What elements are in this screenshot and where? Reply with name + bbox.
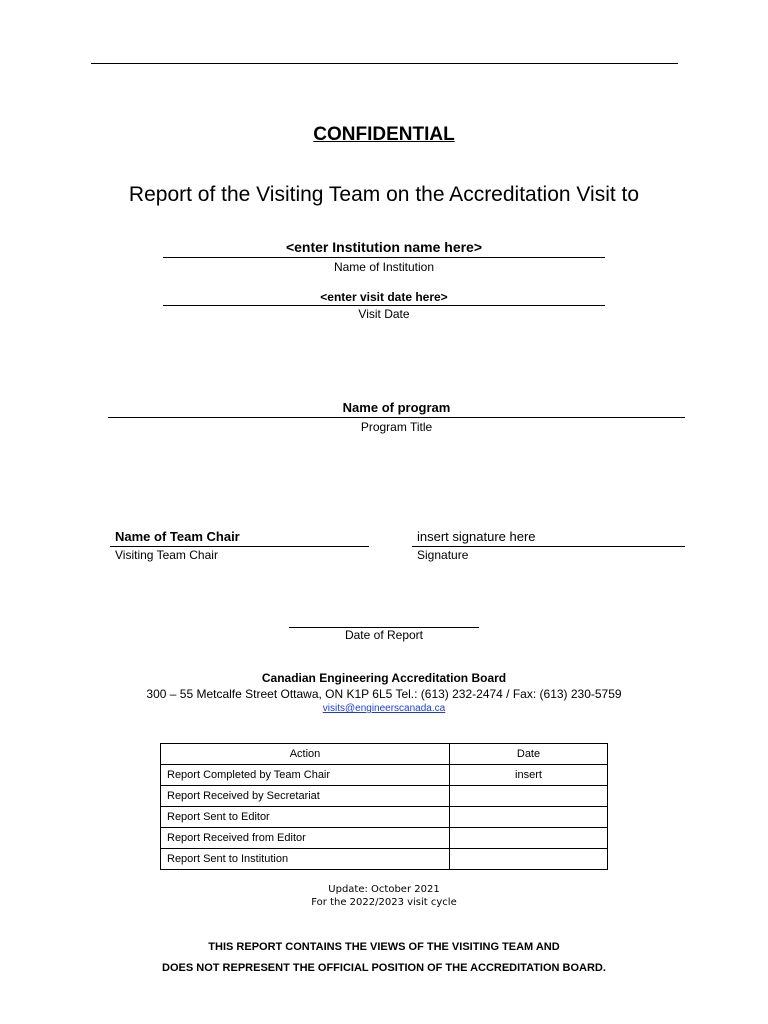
disclaimer-line-2: DOES NOT REPRESENT THE OFFICIAL POSITION OF THE ACCREDITATION BOARD. <box>162 962 606 974</box>
table-row <box>161 849 608 870</box>
action-cell: Report Received by Secretariat <box>161 786 450 807</box>
report-date-caption: Date of Report <box>344 628 424 642</box>
organization-email <box>0 703 768 714</box>
program-name-field[interactable]: Name of program <box>342 400 451 415</box>
disclaimer-line-1: THIS REPORT CONTAINS THE VIEWS OF THE VISITING TEAM AND <box>208 941 560 953</box>
signature-caption: Signature <box>417 548 469 562</box>
team-chair-caption: Visiting Team Chair <box>115 548 218 562</box>
email-link[interactable]: visits@engineerscanada.ca <box>322 703 446 714</box>
action-cell: Report Received from Editor <box>161 828 450 849</box>
date-cell[interactable]: insert <box>450 765 608 786</box>
column-header-action: Action <box>161 744 450 765</box>
update-note: Update: October 2021 <box>328 884 440 895</box>
date-cell[interactable] <box>450 807 608 828</box>
action-cell: Report Sent to Institution <box>161 849 450 870</box>
program-underline <box>108 417 685 418</box>
table-header-row <box>161 744 608 765</box>
date-cell[interactable] <box>450 849 608 870</box>
date-cell[interactable] <box>450 828 608 849</box>
visit-date-caption: Visit Date <box>358 307 410 321</box>
top-rule <box>91 63 678 64</box>
institution-underline <box>163 257 605 258</box>
institution-name-field[interactable]: <enter Institution name here> <box>285 239 483 255</box>
date-cell[interactable] <box>450 786 608 807</box>
organization-name: Canadian Engineering Accreditation Board <box>261 671 507 685</box>
confidential-heading: CONFIDENTIAL <box>313 124 455 145</box>
signature-field[interactable]: insert signature here <box>417 529 536 544</box>
action-table <box>160 743 608 870</box>
action-cell: Report Sent to Editor <box>161 807 450 828</box>
table-row <box>161 807 608 828</box>
action-cell: Report Completed by Team Chair <box>161 765 450 786</box>
visit-date-field[interactable]: <enter visit date here> <box>320 290 448 304</box>
institution-caption: Name of Institution <box>333 260 435 274</box>
column-header-date: Date <box>450 744 608 765</box>
table-row <box>161 786 608 807</box>
report-title: Report of the Visiting Team on the Accreditation Visit to <box>128 183 640 206</box>
table-row <box>161 765 608 786</box>
signature-underline <box>412 546 685 547</box>
program-caption: Program Title <box>360 420 433 434</box>
visit-cycle-note: For the 2022/2023 visit cycle <box>311 897 457 908</box>
visit-date-underline <box>163 305 605 306</box>
table-row <box>161 828 608 849</box>
team-chair-field[interactable]: Name of Team Chair <box>115 529 240 544</box>
organization-address: 300 – 55 Metcalfe Street Ottawa, ON K1P 6L5 Tel.: (613) 232-2474 / Fax: (613) 230-5759 <box>146 687 622 701</box>
team-chair-underline <box>110 546 369 547</box>
